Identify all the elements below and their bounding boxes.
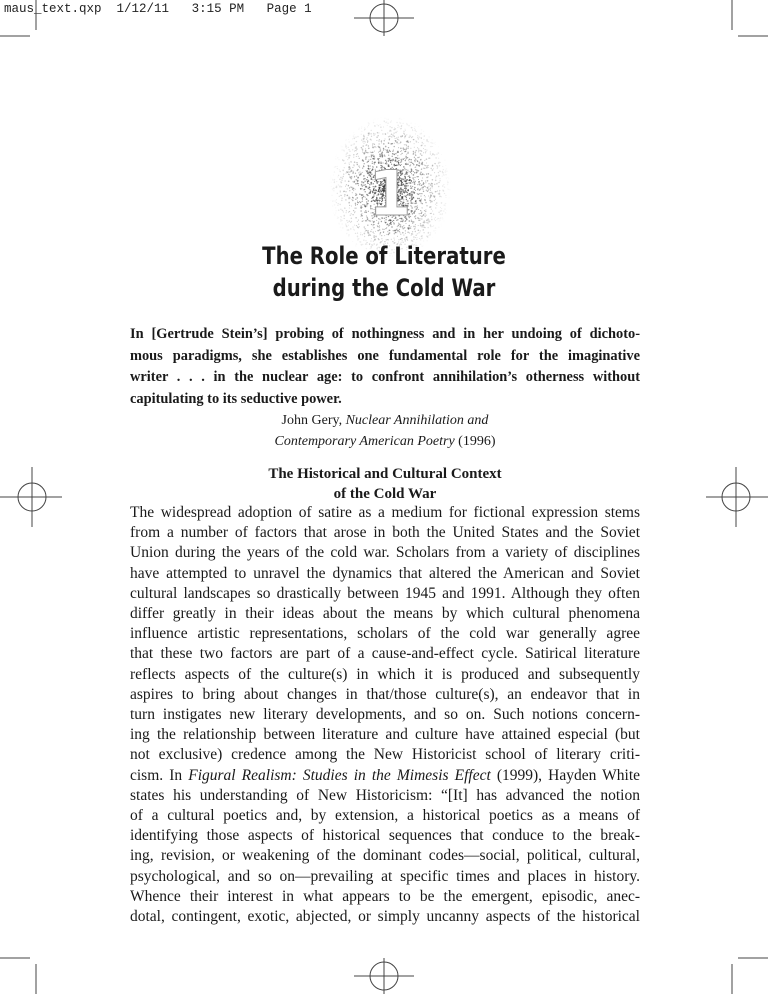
registration-mark-bottom: [354, 958, 414, 994]
body-line: aspires to bring about changes in that/those culture(s), an endeavor that in: [130, 685, 640, 703]
epigraph: [130, 324, 640, 410]
body-line: cultural landscapes so drastically between 1945 and 1991. Although they often: [130, 584, 640, 602]
attribution-year: (1996): [454, 434, 496, 449]
body-line: psychological, and so on—prevailing at specific times and places in history.: [130, 867, 640, 885]
attribution-author: John Gery,: [281, 413, 346, 428]
body-line: ing, revision, or weakening of the dominant codes—social, political, cultural,: [130, 847, 640, 865]
slug-page: Page 1: [266, 2, 312, 16]
body-line: Union during the years of the cold war. Scholars from a variety of disciplines: [130, 544, 640, 562]
body-line: identifying those aspects of historical sequences that conduce to the break-: [130, 827, 640, 845]
epigraph-line: capitulating to its seductive power.: [130, 390, 342, 407]
body-line: that these two factors are part of a cause-and-effect cycle. Satirical literature: [130, 645, 640, 663]
section-heading-line2: of the Cold War: [333, 486, 437, 502]
attribution-title-1: Nuclear Annihilation and: [345, 413, 489, 428]
body-line: dotal, contingent, exotic, abjected, or simply uncanny aspects of the historical: [130, 908, 640, 926]
registration-mark-left: [0, 467, 62, 527]
registration-mark-right: [706, 467, 768, 527]
body-line: not exclusive) credence among the New Historicist school of literary criti-: [130, 746, 640, 764]
body-line: differ greatly in their ideas about the means by which cultural phenomena: [130, 605, 640, 623]
chapter-title: [69, 240, 699, 304]
section-heading: [130, 464, 640, 504]
body-line: reflects aspects of the culture(s) in which it is produced and subsequently: [130, 665, 640, 683]
body-paragraph: [130, 503, 640, 927]
slug-file: maus_text.qxp: [4, 2, 102, 16]
epigraph-line: In [Gertrude Stein’s] probing of nothingness and in her undoing of dichoto-: [130, 326, 640, 342]
body-line: turn instigates new literary developments, and so on. Such notions concern-: [130, 706, 640, 724]
chapter-title-line1: The Role of Literature: [262, 242, 506, 270]
slug-date: 1/12/11: [116, 2, 170, 16]
body-line: cism. In Figural Realism: Studies in the Mimesis Effect (1999), Hayden White: [130, 766, 641, 784]
chapter-number-graphic: [290, 110, 490, 260]
body-line: Whence their interest in what appears to be the emergent, episodic, anec-: [130, 887, 640, 905]
body-line: influence artistic representations, scholars of the cold war generally agree: [130, 625, 640, 643]
attribution-title-2: Contemporary American Poetry: [274, 434, 455, 449]
epigraph-attribution: [130, 410, 640, 452]
registration-mark-top: [354, 0, 414, 36]
body-line: of a cultural poetics and, by extension, a historical poetics as a means of: [130, 807, 640, 825]
body-line: from a number of factors that arose in both the United States and the Soviet: [130, 524, 640, 542]
book-title: Figural Realism: Studies in the Mimesis Effect: [188, 766, 491, 784]
section-heading-line1: The Historical and Cultural Context: [268, 466, 502, 482]
chapter-title-line2: during the Cold War: [272, 274, 496, 302]
body-line: states his understanding of New Historicism: “[It] has advanced the notion: [130, 786, 640, 804]
chapter-number: 1: [368, 157, 412, 230]
body-line: have attempted to unravel the dynamics that altered the American and Soviet: [130, 564, 640, 582]
body-line: The widespread adoption of satire as a medium for fictional expression stems: [130, 504, 640, 521]
epigraph-line: writer . . . in the nuclear age: to confront annihilation’s otherness without: [130, 369, 640, 385]
slug-time: 3:15 PM: [191, 2, 245, 16]
body-line: ing the relationship between literature and culture have attained especial (but: [130, 726, 640, 744]
epigraph-line: mous paradigms, she establishes one fundamental role for the imaginative: [130, 347, 640, 364]
